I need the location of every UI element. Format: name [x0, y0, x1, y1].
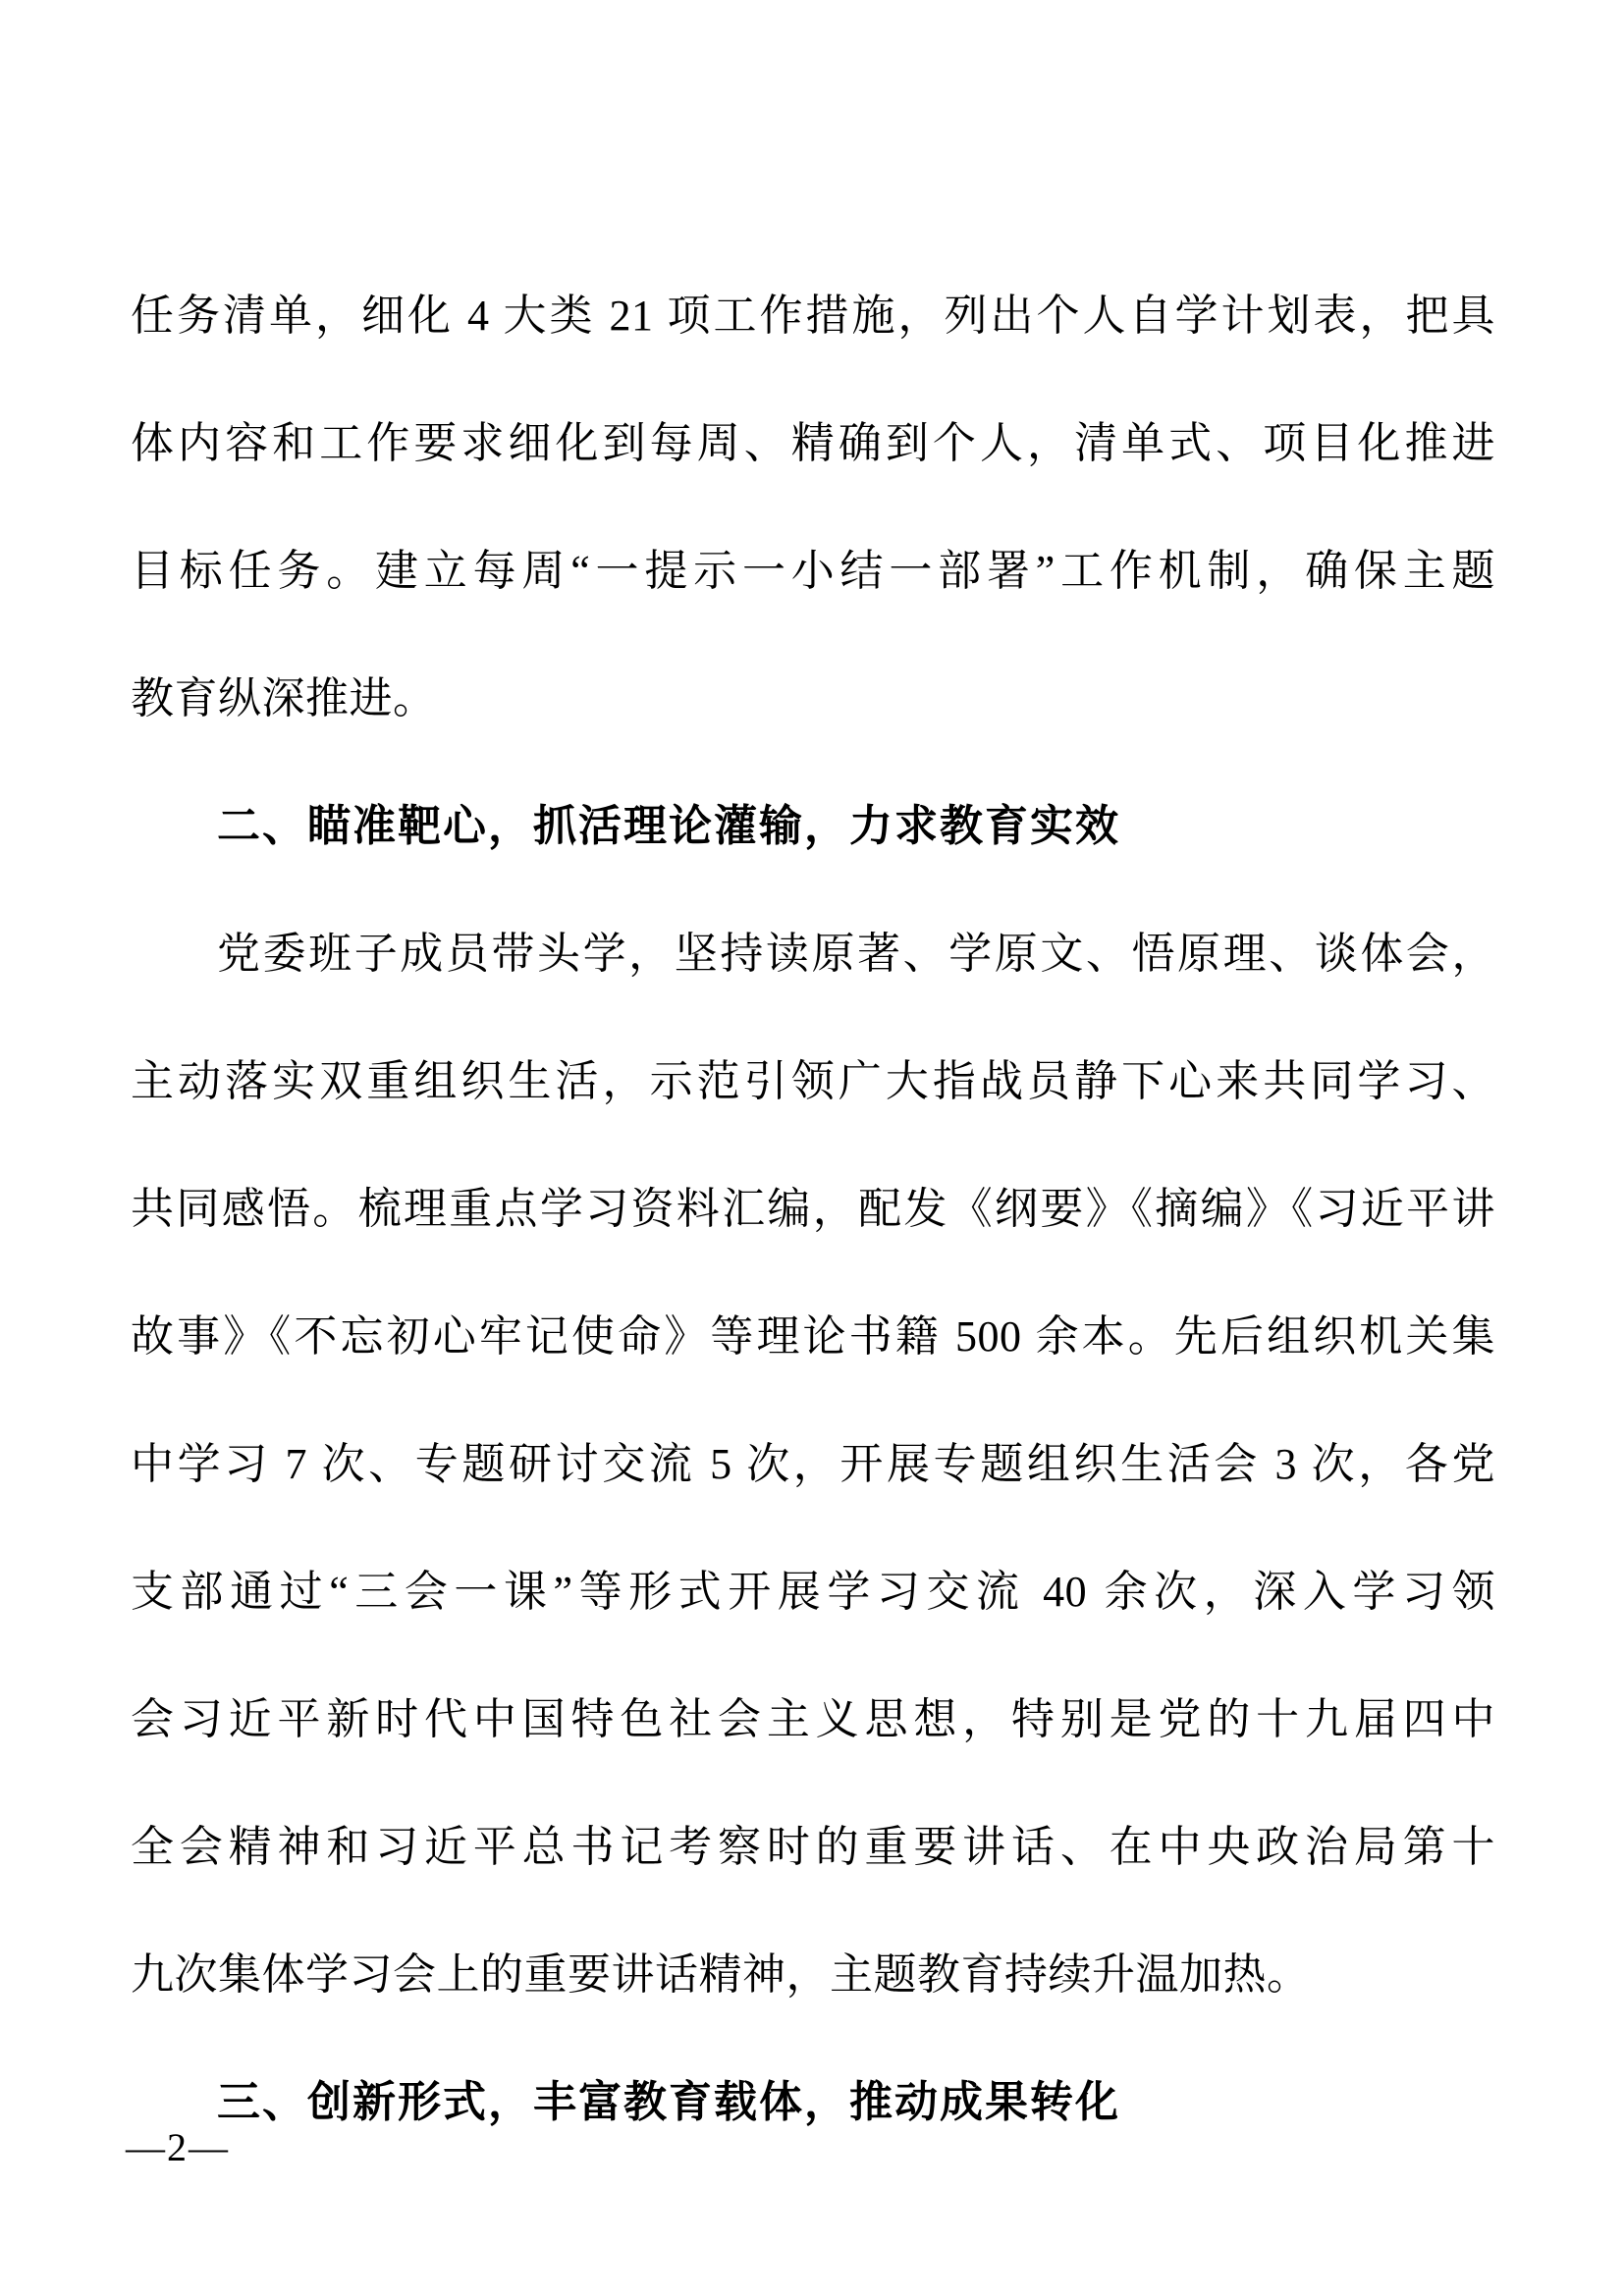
page-number: —2— — [126, 2125, 230, 2169]
text-line: 体内容和工作要求细化到每周、精确到个人，清单式、项目化推进 — [131, 419, 1495, 467]
text-line: 目标任务。建立每周“一提示一小结一部署”工作机制，确保主题 — [131, 547, 1495, 595]
text-line: 九次集体学习会上的重要讲话精神，主题教育持续升温加热。 — [131, 1950, 1311, 1999]
section-heading: 二、瞄准靶心，抓活理论灌输，力求教育实效 — [217, 802, 1120, 850]
section-heading: 三、创新形式，丰富教育载体，推动成果转化 — [217, 2078, 1120, 2126]
text-line: 任务清单，细化 4 大类 21 项工作措施，列出个人自学计划表，把具 — [131, 292, 1495, 340]
text-line: 主动落实双重组织生活，示范引领广大指战员静下心来共同学习、 — [131, 1057, 1495, 1105]
text-line: 党委班子成员带头学，坚持读原著、学原文、悟原理、谈体会， — [217, 930, 1495, 978]
text-line: 会习近平新时代中国特色社会主义思想，特别是党的十九届四中 — [131, 1695, 1495, 1743]
page-content — [131, 252, 1495, 2166]
text-line: 中学习 7 次、专题研讨交流 5 次，开展专题组织生活会 3 次，各党 — [131, 1440, 1495, 1488]
text-line: 故事》《不忘初心牢记使命》等理论书籍 500 余本。先后组织机关集 — [131, 1312, 1495, 1361]
text-line: 全会精神和习近平总书记考察时的重要讲话、在中央政治局第十 — [131, 1823, 1495, 1871]
text-line: 教育纵深推进。 — [131, 674, 437, 722]
text-line: 共同感悟。梳理重点学习资料汇编，配发《纲要》《摘编》《习近平讲 — [131, 1185, 1495, 1233]
text-line: 支部通过“三会一课”等形式开展学习交流 40 余次，深入学习领 — [131, 1568, 1495, 1616]
